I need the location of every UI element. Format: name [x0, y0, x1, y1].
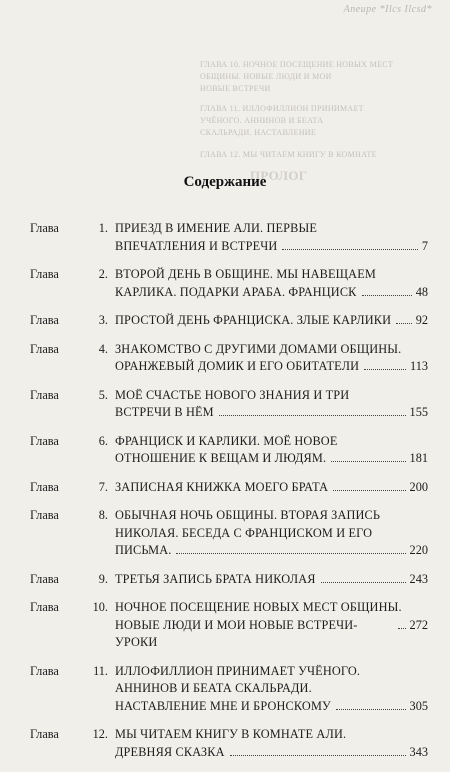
chapter-number: 11. — [93, 663, 108, 678]
chapter-title-line: ВПЕЧАТЛЕНИЯ И ВСТРЕЧИ — [115, 238, 278, 253]
dot-leader — [282, 249, 417, 250]
chapter-number: 10. — [92, 600, 108, 614]
chapter-word: Глава — [30, 479, 59, 494]
page-number: 243 — [409, 571, 428, 586]
dot-leader — [396, 323, 412, 324]
chapter-number: 12. — [92, 727, 108, 741]
chapter-number: 1. — [98, 221, 108, 235]
toc-entry — [30, 266, 428, 301]
dot-leader — [398, 628, 406, 629]
chapter-word: Глава — [30, 267, 59, 281]
chapter-title-line: ИЛЛОФИЛЛИОН ПРИНИМАЕТ УЧЁНОГО. — [115, 663, 361, 678]
chapter-title-line: МЫ ЧИТАЕМ КНИГУ В КОМНАТЕ АЛИ. — [115, 727, 347, 741]
chapter-word: Глава — [30, 387, 59, 402]
toc-entry — [30, 663, 428, 716]
page-number: 305 — [409, 698, 428, 713]
dot-leader — [336, 709, 406, 710]
chapter-title — [115, 266, 428, 301]
dot-leader — [362, 295, 412, 296]
toc-entry — [30, 479, 428, 497]
chapter-title — [115, 341, 428, 376]
chapter-title — [115, 312, 428, 330]
dot-leader — [364, 369, 406, 370]
chapter-title-line: ТРЕТЬЯ ЗАПИСЬ БРАТА НИКОЛАЯ — [115, 571, 316, 586]
toc-entry — [30, 599, 428, 652]
chapter-title-line: МОЁ СЧАСТЬЕ НОВОГО ЗНАНИЯ И ТРИ — [115, 387, 350, 402]
chapter-title-line: ВТОРОЙ ДЕНЬ В ОБЩИНЕ. МЫ НАВЕЩАЕМ — [115, 267, 376, 281]
chapter-title-line: ПРОСТОЙ ДЕНЬ ФРАНЦИСКА. ЗЛЫЕ КАРЛИКИ — [115, 313, 392, 327]
chapter-number: 8. — [98, 508, 108, 522]
dot-leader — [333, 490, 405, 491]
chapter-number: 2. — [98, 267, 108, 281]
chapter-word: Глава — [30, 313, 59, 327]
chapter-title — [115, 571, 428, 589]
chapter-word: Глава — [30, 433, 59, 448]
toc-entry — [30, 387, 428, 422]
chapter-number: 5. — [98, 387, 108, 402]
chapter-title-line: ЗАПИСНАЯ КНИЖКА МОЕГО БРАТА — [115, 479, 329, 494]
toc-entry — [30, 433, 428, 468]
chapter-title-line: КАРЛИКА. ПОДАРКИ АРАБА. ФРАНЦИСК — [115, 284, 357, 299]
chapter-title — [115, 507, 428, 560]
chapter-title-line: НАСТАВЛЕНИЕ МНЕ И БРОНСКОМУ — [115, 698, 331, 713]
toc-entry — [30, 312, 428, 330]
page-number: 220 — [409, 543, 428, 557]
page-number: 155 — [409, 405, 428, 419]
chapter-title-line: АННИНОВ И БЕАТА СКАЛЬРАДИ. — [115, 681, 312, 695]
chapter-number: 3. — [98, 313, 108, 327]
chapter-word: Глава — [30, 221, 59, 235]
dot-leader — [321, 582, 406, 583]
chapter-title-line: ФРАНЦИСК И КАРЛИКИ. МОЁ НОВОЕ — [115, 433, 338, 448]
chapter-title-line: ЗНАКОМСТВО С ДРУГИМИ ДОМАМИ ОБЩИНЫ. — [115, 341, 402, 356]
chapter-title — [115, 220, 428, 255]
toc-entry — [30, 341, 428, 376]
chapter-title — [115, 599, 428, 652]
toc-entry — [30, 726, 428, 761]
toc-entry — [30, 220, 428, 255]
chapter-title — [115, 387, 428, 422]
page-number: 92 — [415, 313, 428, 327]
page-number: 181 — [409, 451, 428, 465]
page-number: 48 — [415, 284, 428, 299]
chapter-number: 7. — [98, 479, 108, 494]
chapter-title-line: ДРЕВНЯЯ СКАЗКА — [115, 744, 225, 759]
chapter-title-line: ОРАНЖЕВЫЙ ДОМИК И ЕГО ОБИТАТЕЛИ — [115, 359, 360, 373]
chapter-number: 6. — [98, 433, 108, 448]
chapter-word: Глава — [30, 571, 59, 586]
chapter-title — [115, 663, 428, 716]
page-number: 272 — [409, 617, 428, 632]
toc-entry — [30, 571, 428, 589]
page-number: 343 — [409, 744, 428, 759]
dot-leader — [331, 461, 405, 462]
chapter-number: 9. — [98, 571, 108, 586]
bleed-through-text: Aneupe *Ilcs Ilcsd* ГЛАВА 10. НОЧНОЕ ПОСЕЩЕНИЕ НОВЫХ МЕСТ ОБЩИНЫ. НОВЫЕ ЛЮДИ И МОИ НОВЫЕ ВСТРЕЧИ ГЛАВА 11. ИЛЛОФИЛЛИОН ПРИНИМАЕТ УЧЁНОГО. АННИНОВ И БЕАТА СКАЛЬРАДИ. НАСТАВЛЕНИЕ ГЛАВА 12. МЫ ЧИТАЕМ КНИГУ В КОМНАТЕ ПРОЛОГ — [200, 4, 432, 180]
chapter-title-line: ОТНОШЕНИЕ К ВЕЩАМ И ЛЮДЯМ. — [115, 451, 327, 465]
page-number: 200 — [409, 479, 428, 494]
chapter-word: Глава — [30, 600, 59, 614]
chapter-word: Глава — [30, 341, 59, 356]
chapter-title-line: ПИСЬМА. — [115, 543, 172, 557]
chapter-title-line: ОБЫЧНАЯ НОЧЬ ОБЩИНЫ. ВТОРАЯ ЗАПИСЬ — [115, 508, 381, 522]
chapter-title — [115, 479, 428, 497]
chapter-title-line: ПРИЕЗД В ИМЕНИЕ АЛИ. ПЕРВЫЕ — [115, 221, 318, 235]
chapter-title — [115, 433, 428, 468]
page-number: 113 — [410, 359, 428, 373]
chapter-title-line: НОВЫЕ ЛЮДИ И МОИ НОВЫЕ ВСТРЕЧИ-УРОКИ — [115, 617, 358, 649]
chapter-title-line: НИКОЛАЯ. БЕСЕДА С ФРАНЦИСКОМ И ЕГО — [115, 525, 373, 540]
table-of-contents — [30, 220, 428, 772]
chapter-title-line: НОЧНОЕ ПОСЕЩЕНИЕ НОВЫХ МЕСТ ОБЩИНЫ. — [115, 600, 402, 614]
dot-leader — [230, 755, 406, 756]
toc-entry — [30, 507, 428, 560]
chapter-title-line: ВСТРЕЧИ В НЁМ — [115, 405, 214, 419]
chapter-number: 4. — [98, 341, 108, 356]
dot-leader — [176, 553, 405, 554]
page-number: 7 — [421, 238, 428, 253]
dot-leader — [219, 415, 406, 416]
chapter-title — [115, 726, 428, 761]
page-title: Содержание — [183, 174, 267, 190]
chapter-word: Глава — [30, 508, 59, 522]
chapter-word: Глава — [30, 727, 59, 741]
chapter-word: Глава — [30, 663, 59, 678]
